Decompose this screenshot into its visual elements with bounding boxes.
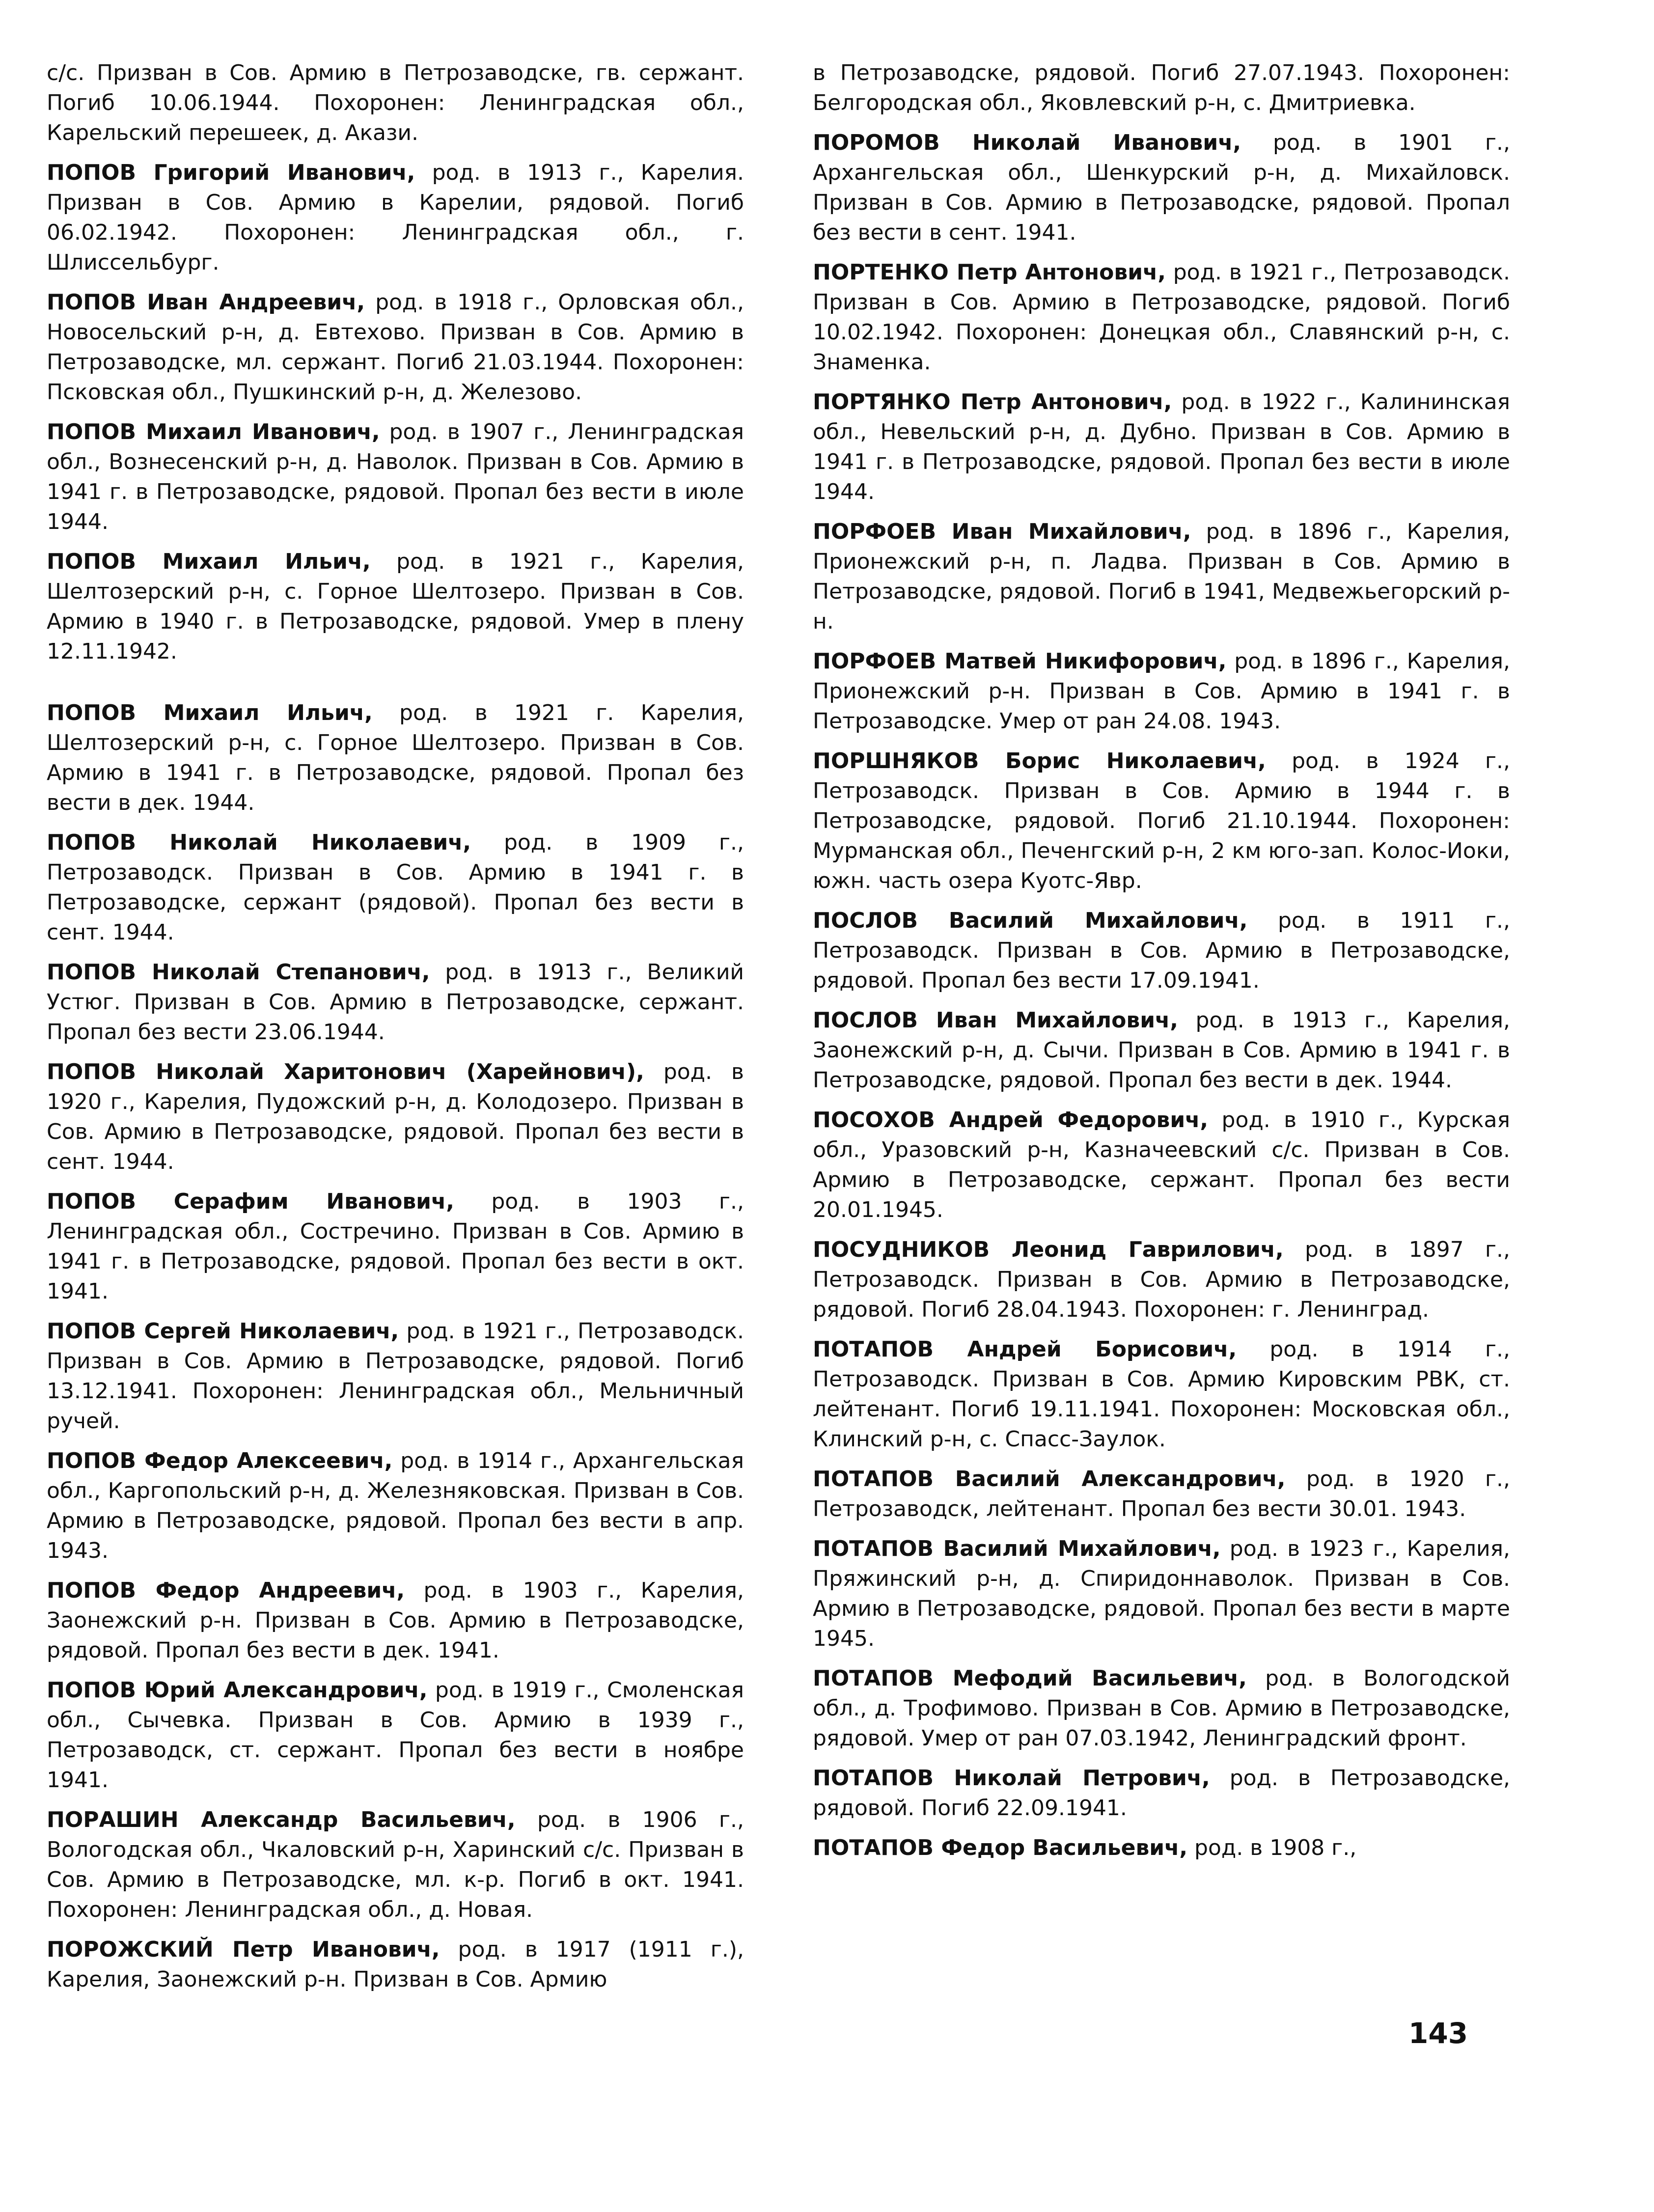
record-name: ПОТАПОВ Василий Александрович, bbox=[813, 1466, 1286, 1492]
record-entry bbox=[813, 1833, 1510, 1863]
record-details: род. в Петрозаводске, рядовой. Погиб 22.09.1941. bbox=[813, 1766, 1510, 1821]
record-name: ПОПОВ Серафим Иванович, bbox=[47, 1189, 454, 1214]
record-entry bbox=[47, 1675, 744, 1795]
record-entry bbox=[47, 1316, 744, 1436]
record-details: с/с. Призван в Сов. Армию в Петрозаводске, гв. сержант. Погиб 10.06.1944. Похоронен: Ленинградская обл., Карельский перешеек, д. Акази. bbox=[47, 60, 744, 145]
record-name: ПОРТЯНКО Петр Антонович, bbox=[813, 389, 1172, 415]
record-details: род. в 1896 г., Карелия, Прионежский р-н, п. Ладва. Призван в Сов. Армию в Петрозаводске, рядовой. Погиб в 1941, Медвежьегорский р-н. bbox=[813, 519, 1511, 634]
record-details: род. в 1921 г., Петрозаводск. Призван в Сов. Армию в Петрозаводске, рядовой. Погиб 13.12.1941. Похоронен: Ленинградская обл., Мельничный ручей. bbox=[47, 1319, 744, 1434]
record-name: ПОПОВ Николай Харитонович (Харейнович), bbox=[47, 1059, 644, 1084]
record-details: род. в 1897 г., Петрозаводск. Призван в Сов. Армию в Петрозаводске, рядовой. Погиб 28.04.1943. Похоронен: г. Ленинград. bbox=[813, 1237, 1510, 1322]
record-entry bbox=[813, 257, 1510, 377]
record-name: ПОПОВ Николай Николаевич, bbox=[47, 830, 471, 855]
record-name: ПОСЛОВ Василий Михайлович, bbox=[813, 908, 1248, 933]
record-entry bbox=[47, 957, 744, 1047]
record-details: род. в 1923 г., Карелия, Пряжинский р-н, д. Спиридоннаволок. Призван в Сов. Армию в Петрозаводске, рядовой. Пропал без вести в марте 1945. bbox=[813, 1536, 1511, 1651]
record-name: ПОРФОЕВ Матвей Никифорович, bbox=[813, 649, 1227, 674]
record-details: род. в 1908 г., bbox=[1187, 1835, 1357, 1860]
record-entry bbox=[47, 1187, 744, 1306]
record-details: род. в 1921 г., Карелия, Шелтозерский р-н, с. Горное Шелтозеро. Призван в Сов. Армию в 1940 г. в Петрозаводске, рядовой. Умер в плену 12.11.1942. bbox=[47, 549, 744, 664]
record-name: ПОРШНЯКОВ Борис Николаевич, bbox=[813, 748, 1266, 774]
record-name: ПОТАПОВ Василий Михайлович, bbox=[813, 1536, 1221, 1561]
record-details: род. в 1910 г., Курская обл., Уразовский р-н, Казначеевский с/с. Призван в Сов. Армию в Петрозаводске, сержант. Пропал без вести 20.01.1945. bbox=[813, 1107, 1510, 1222]
record-entry-continuation bbox=[47, 58, 744, 148]
record-entry bbox=[813, 906, 1510, 995]
record-entry bbox=[813, 1334, 1510, 1454]
record-details: род. в 1914 г., Архангельская обл., Каргопольский р-н, д. Железняковская. Призван в Сов. Армию в Петрозаводске, рядовой. Пропал без вести в апр. 1943. bbox=[47, 1448, 744, 1563]
record-name: ПОТАПОВ Андрей Борисович, bbox=[813, 1337, 1237, 1362]
record-entry bbox=[813, 1105, 1510, 1225]
record-details: род. в 1921 г., Петрозаводск. Призван в Сов. Армию в Петрозаводске, рядовой. Погиб 10.02.1942. Похоронен: Донецкая обл., Славянский р-н, с. Знаменка. bbox=[813, 260, 1511, 375]
record-entry bbox=[813, 387, 1510, 507]
record-details: род. в Вологодской обл., д. Трофимово. Призван в Сов. Армию в Петрозаводске, рядовой. Умер от ран 07.03.1942, Ленинградский фронт. bbox=[813, 1666, 1511, 1751]
record-name: ПОРФОЕВ Иван Михайлович, bbox=[813, 519, 1191, 544]
record-details: род. в 1920 г., Карелия, Пудожский р-н, д. Колодозеро. Призван в Сов. Армию в Петрозаводске, рядовой. Пропал без вести в сент. 1944. bbox=[47, 1059, 744, 1174]
record-entry bbox=[813, 1663, 1510, 1753]
record-details: род. в 1909 г., Петрозаводск. Призван в Сов. Армию в 1941 г. в Петрозаводске, сержант (рядовой). Пропал без вести в сент. 1944. bbox=[47, 830, 744, 945]
record-name: ПОПОВ Иван Андреевич, bbox=[47, 290, 365, 315]
record-entry bbox=[813, 746, 1510, 896]
record-name: ПОРАШИН Александр Васильевич, bbox=[47, 1807, 516, 1832]
record-name: ПОПОВ Федор Андреевич, bbox=[47, 1578, 405, 1603]
record-details: род. в 1914 г., Петрозаводск. Призван в Сов. Армию Кировским РВК, ст. лейтенант. Погиб 19.11.1941. Похоронен: Московская обл., Клинский р-н, с. Спасс-Заулок. bbox=[813, 1337, 1510, 1452]
right-column bbox=[813, 58, 1510, 1873]
record-name: ПОПОВ Сергей Николаевич, bbox=[47, 1319, 399, 1344]
left-column bbox=[47, 58, 744, 2004]
record-details: род. в 1896 г., Карелия, Прионежский р-н. Призван в Сов. Армию в 1941 г. в Петрозаводске. Умер от ран 24.08. 1943. bbox=[813, 649, 1510, 734]
record-details: род. в 1907 г., Ленинградская обл., Вознесенский р-н, д. Наволок. Призван в Сов. Армию в 1941 г. в Петрозаводске, рядовой. Пропал без вести в июле 1944. bbox=[47, 419, 744, 534]
record-name: ПОТАПОВ Федор Васильевич, bbox=[813, 1835, 1188, 1860]
record-name: ПОРОЖСКИЙ Петр Иванович, bbox=[47, 1937, 440, 1962]
record-details: род. в 1913 г., Карелия. Призван в Сов. Армию в Карелии, рядовой. Погиб 06.02.1942. Похоронен: Ленинградская обл., г. Шлиссельбург. bbox=[47, 160, 744, 275]
record-entry bbox=[47, 547, 744, 666]
record-name: ПОПОВ Михаил Ильич, bbox=[47, 700, 373, 725]
record-entry bbox=[813, 517, 1510, 636]
record-entry bbox=[47, 1805, 744, 1925]
record-details: род. в 1903 г., Ленинградская обл., Состречино. Призван в Сов. Армию в 1941 г. в Петрозаводске, рядовой. Пропал без вести в окт. 1941. bbox=[47, 1189, 744, 1304]
record-entry bbox=[813, 1005, 1510, 1095]
record-entry bbox=[813, 646, 1510, 736]
record-name: ПОПОВ Михаил Ильич, bbox=[47, 549, 371, 574]
record-details: род. в 1911 г., Петрозаводск. Призван в Сов. Армию в Петрозаводске, рядовой. Пропал без вести 17.09.1941. bbox=[813, 908, 1510, 993]
record-name: ПОСОХОВ Андрей Федорович, bbox=[813, 1107, 1209, 1133]
record-details: в Петрозаводске, рядовой. Погиб 27.07.1943. Похоронен: Белгородская обл., Яковлевский р-н, с. Дмитриевка. bbox=[813, 60, 1510, 115]
record-entry bbox=[813, 1464, 1510, 1524]
record-name: ПОСЛОВ Иван Михайлович, bbox=[813, 1008, 1178, 1033]
record-entry bbox=[47, 1576, 744, 1665]
record-entry-continuation bbox=[813, 58, 1510, 118]
record-details: род. в 1906 г., Вологодская обл., Чкаловский р-н, Харинский с/с. Призван в Сов. Армию в Петрозаводске, мл. к-р. Погиб в окт. 1941. Похоронен: Ленинградская обл., д. Новая. bbox=[47, 1807, 744, 1922]
page-number: 143 bbox=[1408, 2017, 1468, 2050]
record-name: ПОПОВ Михаил Иванович, bbox=[47, 419, 380, 444]
record-entry bbox=[47, 417, 744, 537]
record-details: род. в 1921 г. Карелия, Шелтозерский р-н, с. Горное Шелтозеро. Призван в Сов. Армию в 1941 г. в Петрозаводске, рядовой. Пропал без вести в дек. 1944. bbox=[47, 700, 744, 815]
record-name: ПОПОВ Федор Алексеевич, bbox=[47, 1448, 393, 1473]
record-details: род. в 1922 г., Калининская обл., Невельский р-н, д. Дубно. Призван в Сов. Армию в 1941 г. в Петрозаводске, рядовой. Пропал без вести в июле 1944. bbox=[813, 389, 1510, 504]
record-entry bbox=[47, 287, 744, 407]
record-entry bbox=[47, 158, 744, 277]
record-name: ПОТАПОВ Николай Петрович, bbox=[813, 1766, 1210, 1791]
record-details: род. в 1918 г., Орловская обл., Новосельский р-н, д. Евтехово. Призван в Сов. Армию в Петрозаводске, мл. сержант. Погиб 21.03.1944. Похоронен: Псковская обл., Пушкинский р-н, д. Железово. bbox=[47, 290, 744, 405]
record-entry bbox=[47, 1446, 744, 1566]
record-name: ПОСУДНИКОВ Леонид Гаврилович, bbox=[813, 1237, 1284, 1262]
record-name: ПОПОВ Григорий Иванович, bbox=[47, 160, 415, 185]
record-details: род. в 1920 г., Петрозаводск, лейтенант. Пропал без вести 30.01. 1943. bbox=[813, 1466, 1510, 1521]
record-entry bbox=[813, 128, 1510, 248]
record-name: ПОРОМОВ Николай Иванович, bbox=[813, 130, 1241, 155]
record-name: ПОПОВ Николай Степанович, bbox=[47, 960, 430, 985]
record-entry bbox=[47, 698, 744, 818]
record-entry bbox=[47, 1935, 744, 1994]
record-entry bbox=[813, 1235, 1510, 1325]
record-entry bbox=[47, 1057, 744, 1177]
record-details: род. в 1917 (1911 г.), Карелия, Заонежский р-н. Призван в Сов. Армию bbox=[47, 1937, 744, 1992]
record-entry bbox=[47, 828, 744, 947]
record-name: ПОПОВ Юрий Александрович, bbox=[47, 1678, 428, 1703]
record-entry bbox=[813, 1763, 1510, 1823]
record-details: род. в 1924 г., Петрозаводск. Призван в Сов. Армию в 1944 г. в Петрозаводске, рядовой. Погиб 21.10.1944. Похоронен: Мурманская обл., Печенгский р-н, 2 км юго-зап. Колос-Иоки, южн. часть озера Куотс-Явр. bbox=[813, 748, 1511, 893]
record-details: род. в 1903 г., Карелия, Заонежский р-н. Призван в Сов. Армию в Петрозаводске, рядовой. Пропал без вести в дек. 1941. bbox=[47, 1578, 744, 1663]
record-details: род. в 1901 г., Архангельская обл., Шенкурский р-н, д. Михайловск. Призван в Сов. Армию в Петрозаводске, рядовой. Пропал без вести в сент. 1941. bbox=[813, 130, 1511, 245]
record-details: род. в 1913 г., Великий Устюг. Призван в Сов. Армию в Петрозаводске, сержант. Пропал без вести 23.06.1944. bbox=[47, 960, 744, 1045]
record-name: ПОТАПОВ Мефодий Васильевич, bbox=[813, 1666, 1247, 1691]
record-name: ПОРТЕНКО Петр Антонович, bbox=[813, 260, 1166, 285]
record-details: род. в 1919 г., Смоленская обл., Сычевка. Призван в Сов. Армию в 1939 г., Петрозаводск, ст. сержант. Пропал без вести в ноябре 1941. bbox=[47, 1678, 744, 1793]
record-entry bbox=[813, 1534, 1510, 1654]
record-details: род. в 1913 г., Карелия, Заонежский р-н, д. Сычи. Призван в Сов. Армию в 1941 г. в Петрозаводске, рядовой. Пропал без вести в дек. 1944. bbox=[813, 1008, 1510, 1093]
